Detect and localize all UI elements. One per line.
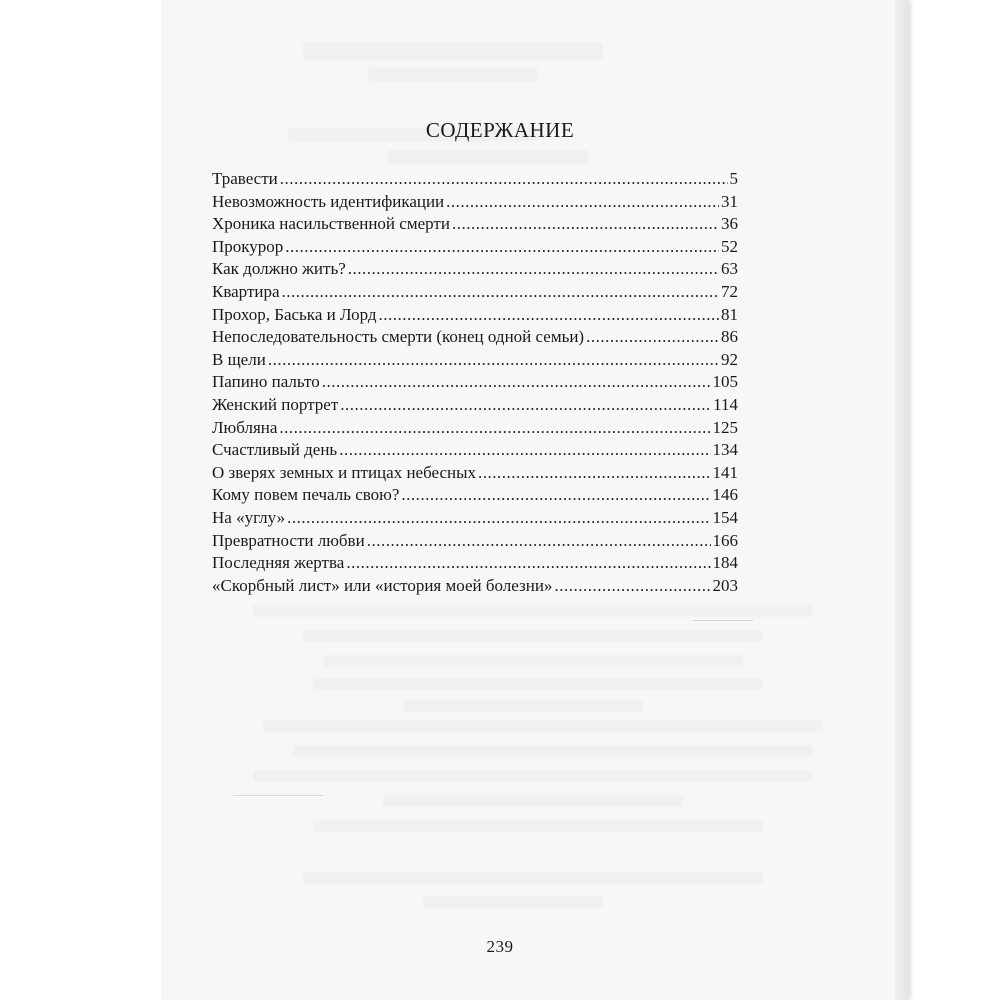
dot-leader	[280, 168, 728, 191]
entry-page-number: 134	[712, 440, 738, 460]
entry-title: Любляна	[212, 417, 278, 437]
dot-leader	[452, 213, 719, 236]
dot-leader	[285, 236, 719, 259]
entry-page-number: 52	[721, 236, 738, 256]
toc-entry	[212, 281, 738, 304]
toc-entry	[212, 213, 738, 236]
entry-title: Папино пальто	[212, 372, 320, 392]
entry-page-number: 184	[712, 553, 738, 573]
dot-leader	[367, 530, 711, 553]
dot-leader	[346, 552, 710, 575]
dot-leader	[282, 281, 719, 304]
dot-leader	[279, 417, 710, 440]
toc-entry	[212, 371, 738, 394]
entry-title: Квартира	[212, 281, 280, 301]
toc-entry	[212, 530, 738, 553]
page-number: 239	[486, 937, 514, 956]
toc-entry	[212, 349, 738, 372]
entry-page-number: 203	[712, 575, 738, 595]
entry-page-number: 31	[721, 191, 738, 211]
toc-title: СОДЕРЖАНИЕ	[425, 118, 575, 142]
entry-title: Невозможность идентификации	[212, 191, 445, 211]
toc-entry	[212, 168, 738, 191]
toc-entry	[212, 326, 738, 349]
dot-leader	[322, 371, 711, 394]
entry-page-number: 36	[721, 214, 738, 234]
toc-entry	[212, 191, 738, 214]
entry-title: Счастливый день	[212, 440, 338, 460]
entry-page-number: 105	[712, 372, 738, 392]
entry-page-number: 5	[729, 169, 738, 188]
toc-entry	[212, 575, 738, 598]
toc-entry	[212, 552, 738, 575]
entry-title: Непоследовательность смерти (конец одной семьи)	[212, 327, 585, 347]
entry-title: Превратности любви	[212, 530, 365, 550]
entry-title: О зверях земных и птицах небесных	[212, 462, 477, 482]
dot-leader	[554, 575, 710, 598]
dot-leader	[340, 394, 711, 417]
entry-title: Прокурор	[212, 236, 284, 256]
dot-leader	[339, 439, 710, 462]
toc-list	[212, 168, 738, 597]
entry-page-number: 154	[712, 507, 738, 527]
dot-leader	[348, 258, 719, 281]
toc-entry	[212, 304, 738, 327]
entry-page-number: 86	[721, 327, 738, 347]
dot-leader	[268, 349, 719, 372]
entry-page-number: 125	[712, 417, 738, 437]
entry-title: Хроника насильственной смерти	[212, 214, 450, 234]
entry-title: «Скорбный лист» или «история моей болезни»	[212, 575, 553, 595]
toc-entry	[212, 258, 738, 281]
entry-title: Как должно жить?	[212, 259, 346, 279]
toc-entry	[212, 439, 738, 462]
dot-leader	[379, 304, 720, 327]
entry-title: Женский портрет	[212, 394, 339, 414]
dot-leader	[478, 462, 710, 485]
entry-page-number: 146	[712, 485, 738, 505]
toc-entry	[212, 462, 738, 485]
entry-page-number: 166	[712, 530, 738, 550]
entry-page-number: 72	[721, 281, 738, 301]
toc-entry	[212, 507, 738, 530]
entry-page-number: 81	[721, 304, 738, 324]
dot-leader	[586, 326, 719, 349]
entry-page-number: 141	[712, 462, 738, 482]
entry-title: Последняя жертва	[212, 553, 345, 573]
entry-title: Прохор, Баська и Лорд	[212, 304, 377, 324]
entry-page-number: 92	[721, 349, 738, 369]
entry-title: В щели	[212, 349, 266, 369]
toc-entry	[212, 484, 738, 507]
dot-leader	[401, 484, 710, 507]
toc-entry	[212, 394, 738, 417]
dot-leader	[287, 507, 710, 530]
entry-page-number: 63	[721, 259, 738, 279]
dot-leader	[446, 191, 719, 214]
entry-title: Травести	[212, 169, 278, 188]
entry-title: На «углу»	[212, 507, 286, 527]
entry-title: Кому повем печаль свою?	[212, 485, 400, 505]
toc-entry	[212, 417, 738, 440]
paper-edge	[895, 0, 909, 1000]
entry-page-number: 114	[713, 394, 738, 414]
toc-entry	[212, 236, 738, 259]
